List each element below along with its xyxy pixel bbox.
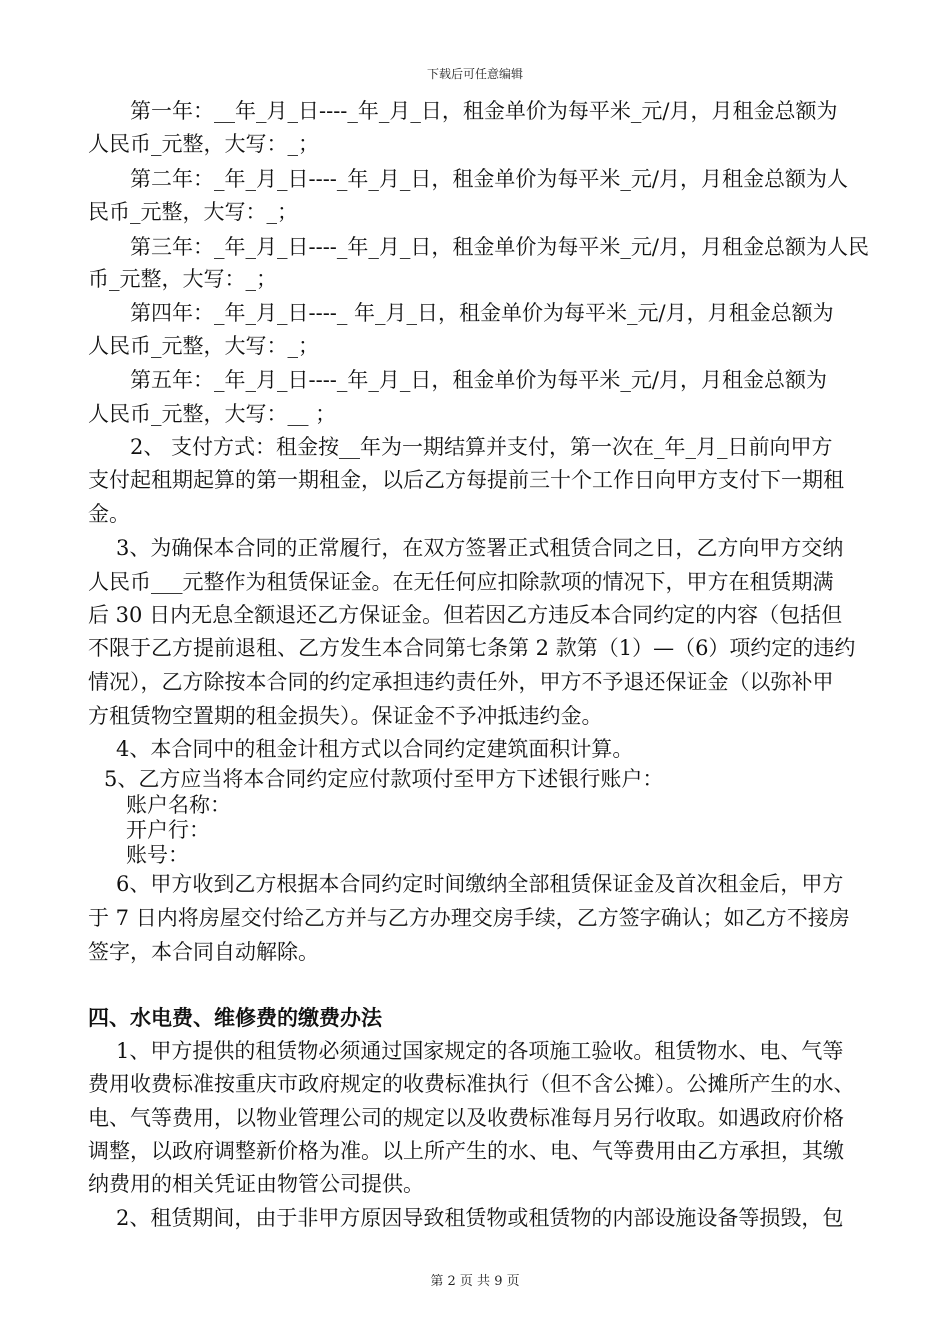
text-line: 金。: [88, 502, 130, 526]
text-line: 情况），乙方除按本合同的约定承担违约责任外，甲方不予退还保证金（以弥补甲: [88, 670, 834, 694]
text-line: 第一年：__年_月_日----_年_月_日，租金单价为每平米_元/月，月租金总额为: [130, 99, 838, 123]
text-line: 币_元整，大写：_；: [88, 267, 277, 291]
text-line: 2、 支付方式：租金按__年为一期结算并支付，第一次在_年_月_日前向甲方: [130, 435, 833, 459]
bank-name-label: 开户行：: [126, 818, 210, 842]
header-note: 下载后可任意编辑: [426, 67, 523, 81]
text-line: 第四年：_年_月_日----_ 年_月_日，租金单价为每平米_元/月，月租金总额为: [130, 301, 834, 325]
text-line: 调整，以政府调整新价格为准。以上所产生的水、电、气等费用由乙方承担，其缴: [88, 1139, 844, 1163]
text-line: 方租赁物空置期的租金损失）。保证金不予冲抵违约金。: [88, 704, 603, 728]
text-line: 第二年：_年_月_日----_年_月_日，租金单价为每平米_元/月，月租金总额为人: [130, 167, 848, 191]
text-line: 4、本合同中的租金计租方式以合同约定建筑面积计算。: [116, 737, 634, 761]
text-line: 人民币_元整，大写：_；: [88, 132, 319, 156]
text-line: 人民币_元整，大写：__ ；: [88, 402, 337, 426]
text-line: 于 7 日内将房屋交付给乙方并与乙方办理交房手续，乙方签字确认；如乙方不接房: [88, 906, 850, 930]
section-heading: 四、水电费、维修费的缴费办法: [88, 1005, 382, 1030]
text-line: 纳费用的相关凭证由物管公司提供。: [88, 1172, 424, 1196]
text-line: 3、为确保本合同的正常履行，在双方签署正式租赁合同之日，乙方向甲方交纳: [116, 536, 844, 560]
text-line: 人民币_元整，大写：_；: [88, 334, 319, 358]
text-line: 2、租赁期间，由于非甲方原因导致租赁物或租赁物的内部设施设备等损毁，包: [116, 1206, 844, 1230]
text-line: 支付起租期起算的第一期租金，以后乙方每提前三十个工作日向甲方支付下一期租: [88, 468, 844, 492]
text-line: 电、气等费用，以物业管理公司的规定以及收费标准每月另行收取。如遇政府价格: [88, 1106, 844, 1130]
text-line: 1、甲方提供的租赁物必须通过国家规定的各项施工验收。租赁物水、电、气等: [116, 1039, 844, 1063]
page-number: 第 2 页 共 9 页: [430, 1274, 520, 1289]
bank-account-number-label: 账号：: [126, 843, 189, 867]
text-line: 签字，本合同自动解除。: [88, 940, 319, 964]
text-line: 费用收费标准按重庆市政府规定的收费标准执行（但不含公摊）。公摊所产生的水、: [88, 1072, 855, 1096]
text-line: 后 30 日内无息全额退还乙方保证金。但若因乙方违反本合同约定的内容（包括但: [88, 603, 843, 627]
text-line: 6、甲方收到乙方根据本合同约定时间缴纳全部租赁保证金及首次租金后，甲方: [116, 872, 844, 896]
text-line: 人民币___元整作为租赁保证金。在无任何应扣除款项的情况下，甲方在租赁期满: [88, 570, 834, 594]
text-line: 5、乙方应当将本合同约定应付款项付至甲方下述银行账户：: [104, 767, 664, 791]
text-line: 第三年：_年_月_日----_年_月_日，租金单价为每平米_元/月，月租金总额为人民: [130, 235, 869, 259]
text-line: 第五年：_年_月_日----_年_月_日，租金单价为每平米_元/月，月租金总额为: [130, 368, 827, 392]
bank-account-name-label: 账户名称：: [126, 793, 231, 817]
text-line: 民币_元整，大写：_；: [88, 200, 298, 224]
text-line: 不限于乙方提前退租、乙方发生本合同第七条第 2 款第（1）—（6）项约定的违约: [88, 636, 856, 660]
